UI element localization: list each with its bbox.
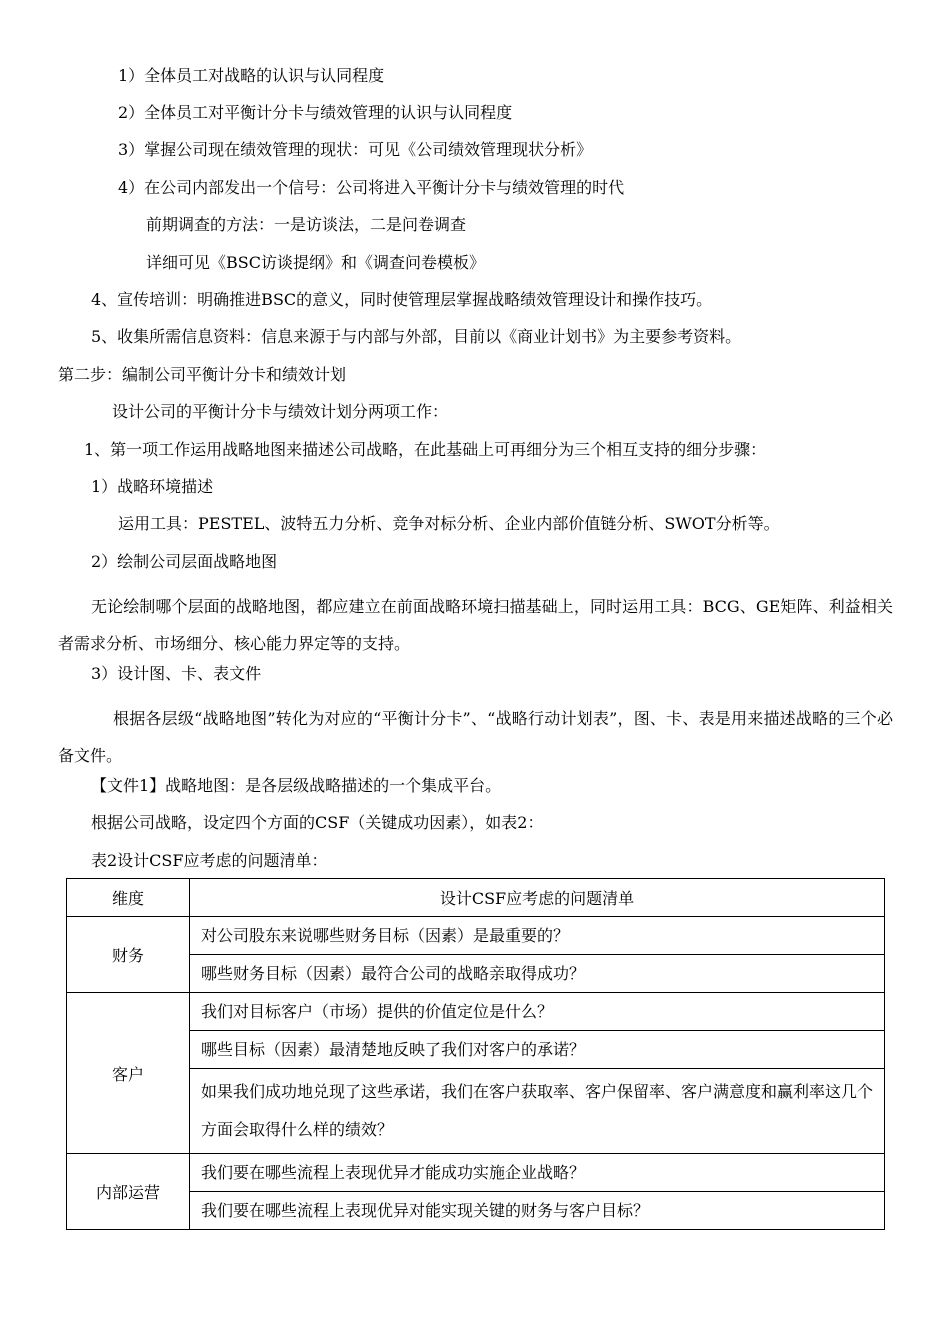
table-cell: 我们对目标客户（市场）提供的价值定位是什么？ bbox=[190, 993, 885, 1031]
paragraph: 【文件1】战略地图：是各层级战略描述的一个集成平台。 bbox=[91, 776, 502, 795]
table-row bbox=[67, 917, 885, 955]
paragraph: 详细可见《BSC访谈提纲》和《调查问卷模板》 bbox=[146, 253, 485, 272]
list-item: 1、第一项工作运用战略地图来描述公司战略，在此基础上可再细分为三个相互支持的细分步骤： bbox=[84, 440, 767, 459]
table-row bbox=[67, 955, 885, 993]
table-row bbox=[67, 993, 885, 1031]
list-item: 5、收集所需信息资料：信息来源于与内部与外部，目前以《商业计划书》为主要参考资料。 bbox=[91, 327, 742, 346]
table-cell: 哪些目标（因素）最清楚地反映了我们对客户的承诺？ bbox=[190, 1031, 885, 1069]
table-row bbox=[67, 1031, 885, 1069]
paragraph: 前期调查的方法：一是访谈法，二是问卷调查 bbox=[146, 215, 467, 234]
paragraph: 无论绘制哪个层面的战略地图，都应建立在前面战略环境扫描基础上，同时运用工具：BCG、GE矩阵、利益相关者需求分析、市场细分、核心能力界定等的支持。 bbox=[58, 597, 893, 653]
table-row bbox=[67, 1069, 885, 1154]
list-item: 3）设计图、卡、表文件 bbox=[91, 664, 262, 683]
list-item: 4）在公司内部发出一个信号：公司将进入平衡计分卡与绩效管理的时代 bbox=[118, 178, 625, 197]
table-row bbox=[67, 1192, 885, 1230]
list-item: 3）掌握公司现在绩效管理的现状：可见《公司绩效管理现状分析》 bbox=[118, 140, 593, 159]
list-item: 2）绘制公司层面战略地图 bbox=[91, 552, 278, 571]
table-header-row bbox=[67, 879, 885, 917]
table-cell: 我们要在哪些流程上表现优异才能成功实施企业战略？ bbox=[190, 1154, 885, 1192]
list-item: 2）全体员工对平衡计分卡与绩效管理的认识与认同程度 bbox=[118, 103, 513, 122]
table-cell: 我们要在哪些流程上表现优异对能实现关键的财务与客户目标？ bbox=[190, 1192, 885, 1230]
paragraph: 根据公司战略，设定四个方面的CSF（关键成功因素），如表2： bbox=[91, 813, 544, 832]
list-item: 1）全体员工对战略的认识与认同程度 bbox=[118, 66, 385, 85]
section-heading: 第二步：编制公司平衡计分卡和绩效计划 bbox=[58, 365, 347, 384]
dimension-internal-operations: 内部运营 bbox=[67, 1154, 190, 1230]
table-header-dimension: 维度 bbox=[67, 879, 190, 917]
list-item: 4、宣传培训：明确推进BSC的意义，同时使管理层掌握战略绩效管理设计和操作技巧。 bbox=[91, 290, 713, 309]
table-cell: 对公司股东来说哪些财务目标（因素）是最重要的？ bbox=[190, 917, 885, 955]
list-item: 1）战略环境描述 bbox=[91, 477, 214, 496]
table-header-questions: 设计CSF应考虑的问题清单 bbox=[190, 879, 885, 917]
table-row bbox=[67, 1154, 885, 1192]
dimension-finance: 财务 bbox=[67, 917, 190, 993]
paragraph: 设计公司的平衡计分卡与绩效计划分两项工作： bbox=[112, 402, 449, 421]
table-caption: 表2设计CSF应考虑的问题清单： bbox=[91, 851, 328, 870]
paragraph: 根据各层级“战略地图”转化为对应的“平衡计分卡”、“战略行动计划表”，图、卡、表是用来描述战略的三个必备文件。 bbox=[58, 709, 893, 765]
table-cell: 哪些财务目标（因素）最符合公司的战略亲取得成功？ bbox=[190, 955, 885, 993]
table-cell: 如果我们成功地兑现了这些承诺，我们在客户获取率、客户保留率、客户满意度和赢利率这几个方面会取得什么样的绩效？ bbox=[190, 1069, 885, 1154]
csf-question-table bbox=[66, 878, 885, 1230]
paragraph: 运用工具：PESTEL、波特五力分析、竞争对标分析、企业内部价值链分析、SWOT分析等。 bbox=[118, 514, 780, 533]
dimension-customer: 客户 bbox=[67, 993, 190, 1154]
